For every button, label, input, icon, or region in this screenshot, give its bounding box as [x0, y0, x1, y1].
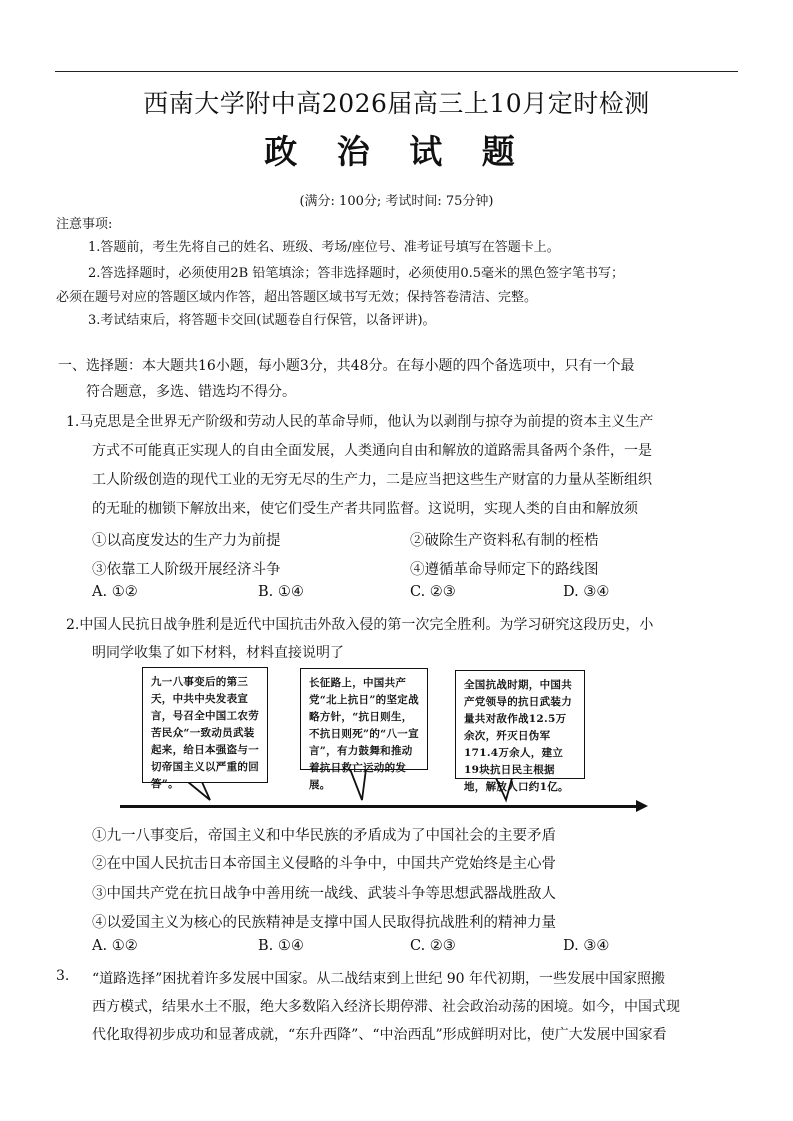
q1-option-b: B. ①④ [258, 584, 304, 600]
q1-statement-3: ③依靠工人阶级开展经济斗争 [92, 562, 281, 578]
q1-stem-line: 1.马克思是全世界无产阶级和劳动人民的革命导师，他认为以剥削与掠夺为前提的资本主义生产 [66, 414, 654, 430]
material-box-3-text: 全国抗战时期，中国共产党领导的抗日武装力量共对敌作战12.5万余次，歼灭日伪军171.4万余人，建立19块抗日民主根据地，解放人口约1亿。 [464, 679, 572, 793]
q2-statement-1: ①九一八事变后，帝国主义和中华民族的矛盾成为了中国社会的主要矛盾 [92, 828, 556, 844]
notice-heading: 注意事项: [56, 217, 113, 232]
q2-option-d: D. ③④ [563, 938, 610, 954]
timeline-arrow-shaft [120, 805, 640, 808]
q3-stem-line-2: 西方模式，结果水土不服，绝大多数陷入经济长期停滞、社会政治动荡的困境。如今，中国式现 [92, 999, 680, 1015]
q1-option-a: A. ①② [92, 584, 138, 600]
q1-stem-line: 工人阶级创造的现代工业的无穷无尽的生产力，二是应当把这些生产财富的力量从荃断组织 [92, 472, 652, 488]
q1-stem-line: 的无耻的枷锁下解放出来，使它们受生产者共同监督。这说明，实现人类的自由和解放须 [92, 501, 638, 517]
q3-number: 3. [56, 968, 70, 984]
bubble-1-pointer [188, 782, 210, 800]
q2-option-a: A. ①② [92, 938, 138, 954]
q1-option-d: D. ③④ [563, 584, 610, 600]
material-box-3 [455, 670, 585, 793]
q1-statement-1: ①以高度发达的生产力为前提 [92, 533, 281, 549]
q2-stem-line-1: 2.中国人民抗日战争胜利是近代中国抗击外敌入侵的第一次完全胜利。为学习研究这段历史，小 [66, 617, 654, 633]
q3-stem-line-1: “道路选择”困扰着许多发展中国家。从二战结束到上世纪 90 年代初期，一些发展中国家照搬 [92, 971, 666, 987]
q2-statement-4: ④以爱国主义为核心的民族精神是支撑中国人民取得抗战胜利的精神力量 [92, 915, 556, 931]
exam-info: (满分: 100分; 考试时间: 75分钟) [299, 194, 494, 209]
exam-title: 西南大学附中高2026届高三上10月定时检测 [143, 89, 650, 118]
q1-statement-4: ④遵循革命导师定下的路线图 [410, 562, 599, 578]
q2-option-c: C. ②③ [410, 938, 456, 954]
q3-stem-line-3: 代化取得初步成功和显著成就，“东升西降”、“中治西乱”形成鲜明对比，使广大发展中国家看 [92, 1027, 667, 1043]
timeline-arrow-head-icon [636, 800, 648, 812]
material-box-1 [142, 667, 268, 790]
q1-option-c: C. ②③ [410, 584, 456, 600]
q2-option-b: B. ①④ [258, 938, 304, 954]
q2-stem-line-2: 明同学收集了如下材料，材料直接说明了 [92, 645, 344, 661]
q1-statement-2: ②破除生产资料私有制的桎梏 [410, 533, 599, 549]
q2-statement-2: ②在中国人民抗击日本帝国主义侵略的斗争中，中国共产党始终是主心骨 [92, 856, 556, 872]
notice-item-3: 3.考试结束后，将答题卡交回(试题卷自行保管，以备评讲)。 [88, 313, 436, 328]
section-instructions-line-1: 一、选择题：本大题共16小题，每小题3分，共48分。在每小题的四个备选项中，只有一个最 [58, 358, 635, 374]
subject-title: 政 治 试 题 [264, 132, 529, 171]
material-box-2-text: 长征路上，中国共产党“北上抗日”的坚定战略方针，“抗日则生，不抗日则死”的“八一宣言”，有力鼓舞和推动着抗日救亡运动的发展。 [309, 677, 419, 791]
material-box-1-text: 九一八事变后的第三天，中共中央发表宣言，号召全中国工农劳苦民众“一致动员武装起来，给日本强盗与一切帝国主义以严重的回答”。 [151, 676, 259, 790]
q2-statement-3: ③中国共产党在抗日战争中善用统一战线、武装斗争等思想武器战胜敌人 [92, 886, 556, 902]
notice-item-2-line-1: 2.答选择题时，必须使用2B 铅笔填涂；答非选择题时，必须使用0.5毫米的黑色签字笔书写； [88, 266, 625, 281]
notice-item-2-line-2: 必须在题号对应的答题区域内作答，超出答题区域书写无效；保持答卷清洁、完整。 [56, 290, 538, 305]
section-instructions-line-2: 符合题意，多选、错选均不得分。 [86, 384, 296, 400]
notice-item-1: 1.答题前，考生先将自己的姓名、班级、考场/座位号、准考证号填写在答题卡上。 [88, 240, 560, 255]
q1-stem-line: 方式不可能真正实现人的自由全面发展，人类通向自由和解放的道路需具备两个条件，一是 [92, 443, 652, 459]
material-box-2 [300, 668, 428, 791]
